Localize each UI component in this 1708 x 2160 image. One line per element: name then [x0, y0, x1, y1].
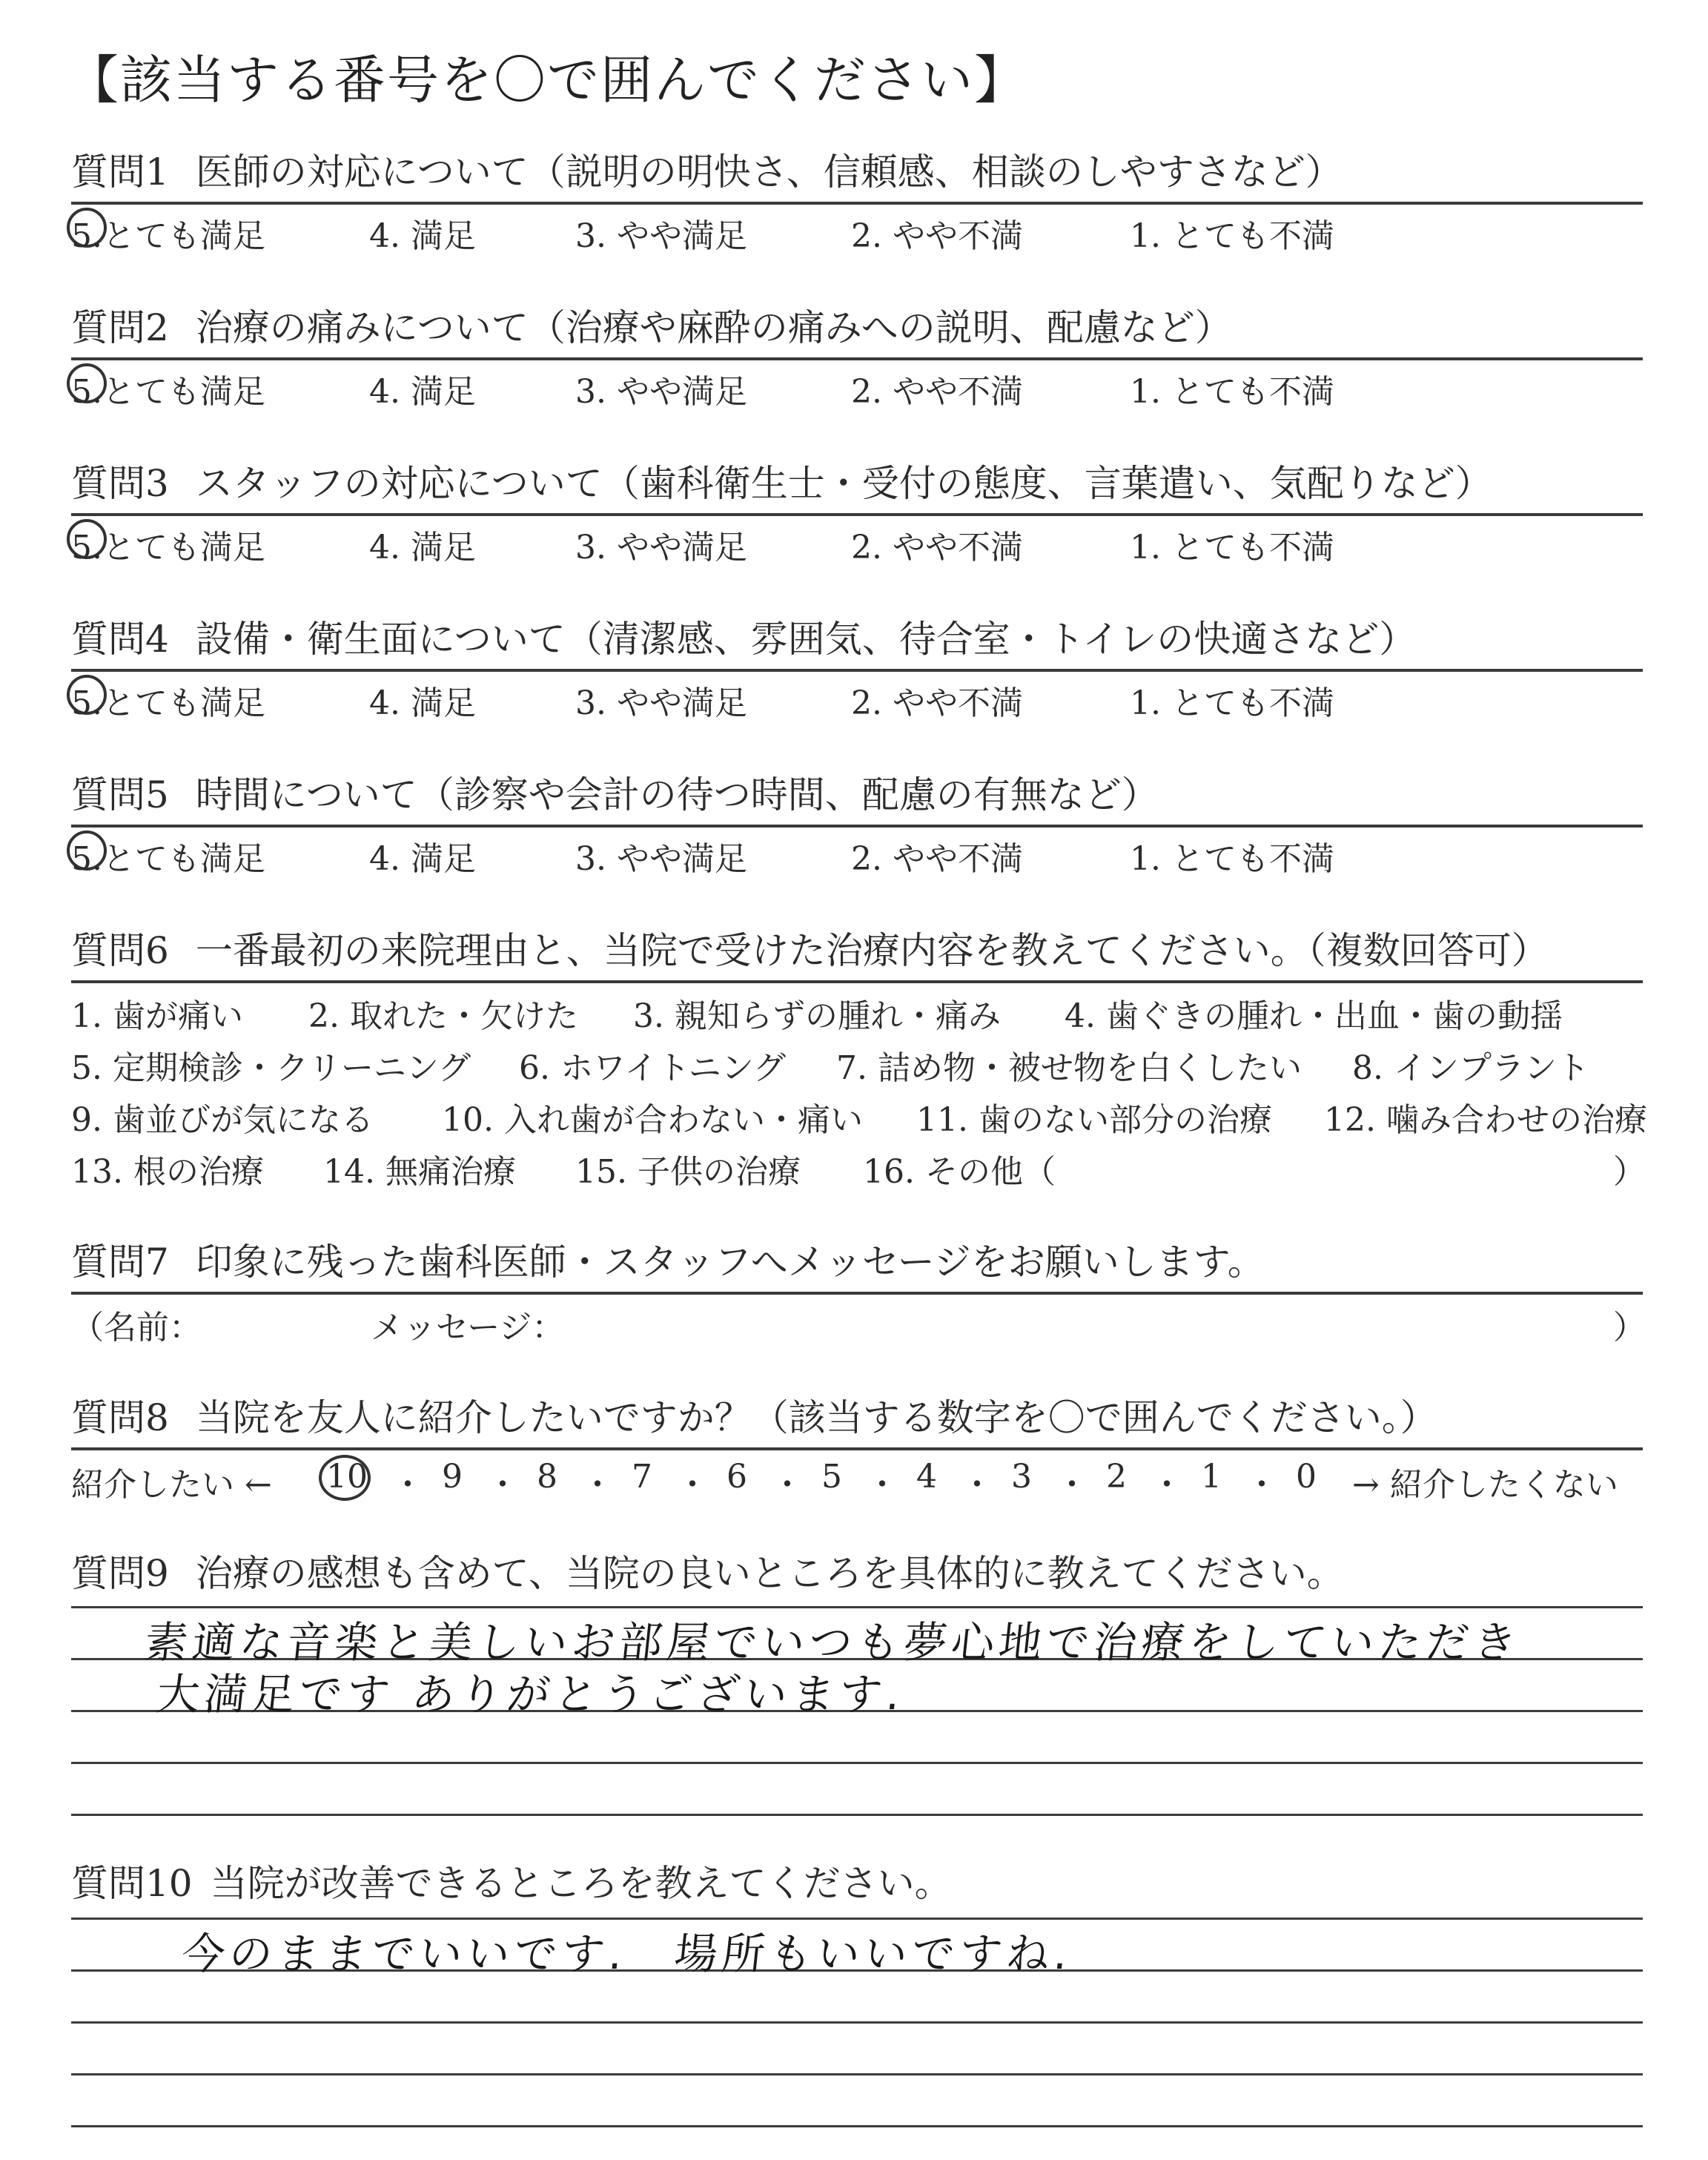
scale-6[interactable]: 6 — [726, 1458, 747, 1496]
option-4[interactable]: 4. 満足 — [369, 529, 476, 567]
question-label: 質問1 — [71, 151, 169, 194]
reason-14[interactable]: 14. 無痛治療 — [323, 1153, 516, 1191]
reason-9[interactable]: 9. 歯並びが気になる — [71, 1101, 374, 1139]
option-5[interactable]: 5.とても満足 — [71, 840, 265, 878]
answer-lines-q10 — [71, 1918, 1643, 2133]
scale-2[interactable]: 2 — [1106, 1458, 1127, 1496]
ruled-line — [71, 2073, 1643, 2075]
option-2[interactable]: 2. やや不満 — [851, 529, 1023, 567]
question-10 — [71, 1857, 1643, 1910]
question-text: 印象に残った歯科医師・スタッフへメッセージをお願いします。 — [195, 1241, 1265, 1284]
question-label: 質問10 — [71, 1862, 193, 1905]
question-text: 設備・衛生面について（清潔感、雰囲気、待合室・トイレの快適さなど） — [195, 618, 1417, 661]
close-paren: ） — [1613, 1153, 1646, 1191]
message-fields — [71, 1295, 1646, 1347]
question-label: 質問5 — [71, 773, 169, 816]
question-text: 治療の痛みについて（治療や麻酔の痛みへの説明、配慮など） — [195, 306, 1232, 349]
option-3[interactable]: 3. やや満足 — [575, 217, 747, 255]
option-4[interactable]: 4. 満足 — [369, 373, 476, 411]
recommend-scale — [71, 1450, 1643, 1510]
option-4[interactable]: 4. 満足 — [369, 840, 476, 878]
reason-2[interactable]: 2. 取れた・欠けた — [308, 997, 578, 1035]
handwritten-answer-line: 今のままでいいです. 場所もいいですね. — [179, 1929, 1075, 1979]
page-title: 【該当する番号を〇で囲んでください】 — [67, 50, 1027, 110]
question-8 — [71, 1391, 1643, 1510]
option-5[interactable]: 5.とても満足 — [71, 684, 265, 722]
scale-8[interactable]: 8 — [537, 1458, 557, 1496]
ruled-line — [71, 2021, 1643, 2024]
rating-options — [71, 828, 1643, 879]
ruled-line — [71, 1762, 1643, 1764]
separator: ・ — [771, 1466, 804, 1504]
question-text: 時間について（診察や会計の待つ時間、配慮の有無など） — [195, 773, 1159, 816]
question-text: 治療の感想も含めて、当院の良いところを具体的に教えてください。 — [195, 1552, 1344, 1595]
option-1[interactable]: 1. とても不満 — [1130, 217, 1334, 255]
question-label: 質問8 — [71, 1396, 169, 1439]
reason-16[interactable]: 16. その他（ — [863, 1153, 1056, 1191]
question-text: 当院を友人に紹介したいですか？（該当する数字を〇で囲んでください。） — [195, 1396, 1437, 1439]
question-label: 質問9 — [71, 1552, 169, 1595]
reason-12[interactable]: 12. 噛み合わせの治療 — [1324, 1101, 1647, 1139]
answer-lines-q9 — [71, 1606, 1643, 1821]
reason-15[interactable]: 15. 子供の治療 — [575, 1153, 801, 1191]
reason-6[interactable]: 6. ホワイトニング — [519, 1049, 787, 1087]
question-3 — [71, 457, 1643, 568]
option-5[interactable]: 5.とても満足 — [71, 529, 265, 567]
question-6 — [71, 924, 1647, 1191]
option-1[interactable]: 1. とても不満 — [1130, 684, 1334, 722]
separator: ・ — [581, 1466, 614, 1504]
scale-1[interactable]: 1 — [1201, 1458, 1222, 1496]
close-paren: ） — [1613, 1309, 1646, 1347]
question-5 — [71, 768, 1643, 879]
separator: ・ — [1056, 1466, 1088, 1504]
option-2[interactable]: 2. やや不満 — [851, 217, 1023, 255]
message-label: メッセージ： — [371, 1309, 565, 1347]
question-label: 質問6 — [71, 929, 169, 972]
rating-options — [71, 360, 1643, 412]
option-1[interactable]: 1. とても不満 — [1130, 529, 1334, 567]
question-1 — [71, 145, 1643, 257]
question-4 — [71, 612, 1643, 724]
separator: ・ — [961, 1466, 993, 1504]
reason-1[interactable]: 1. 歯が痛い — [71, 997, 243, 1035]
option-1[interactable]: 1. とても不満 — [1130, 840, 1334, 878]
rating-options — [71, 516, 1643, 568]
question-2 — [71, 301, 1643, 412]
option-3[interactable]: 3. やや満足 — [575, 373, 747, 411]
scale-right-label: → 紹介したくない — [1352, 1466, 1618, 1504]
scale-3[interactable]: 3 — [1011, 1458, 1032, 1496]
option-3[interactable]: 3. やや満足 — [575, 529, 747, 567]
scale-7[interactable]: 7 — [632, 1458, 652, 1496]
option-2[interactable]: 2. やや不満 — [851, 373, 1023, 411]
option-5[interactable]: 5.とても満足 — [71, 373, 265, 411]
option-1[interactable]: 1. とても不満 — [1130, 373, 1334, 411]
separator: ・ — [1151, 1466, 1183, 1504]
reason-13[interactable]: 13. 根の治療 — [71, 1153, 264, 1191]
handwritten-answer-line: 大満足です ありがとうございます. — [153, 1669, 907, 1720]
separator: ・ — [676, 1466, 709, 1504]
question-label: 質問4 — [71, 618, 169, 661]
option-4[interactable]: 4. 満足 — [369, 217, 476, 255]
question-text: 一番最初の来院理由と、当院で受けた治療内容を教えてください。（複数回答可） — [195, 929, 1549, 972]
reason-10[interactable]: 10. 入れ歯が合わない・痛い — [442, 1101, 863, 1139]
option-3[interactable]: 3. やや満足 — [575, 684, 747, 722]
question-text: 医師の対応について（説明の明快さ、信頼感、相談のしやすさなど） — [195, 151, 1343, 194]
rating-options — [71, 672, 1643, 724]
option-5[interactable]: 5.とても満足 — [71, 217, 265, 255]
scale-4[interactable]: 4 — [916, 1458, 937, 1496]
separator: ・ — [486, 1466, 519, 1504]
reason-8[interactable]: 8. インプラント — [1352, 1049, 1589, 1087]
rating-options — [71, 205, 1643, 257]
question-label: 質問2 — [71, 306, 169, 349]
option-2[interactable]: 2. やや不満 — [851, 684, 1023, 722]
scale-5[interactable]: 5 — [821, 1458, 842, 1496]
scale-9[interactable]: 9 — [442, 1458, 463, 1496]
separator: ・ — [866, 1466, 898, 1504]
ruled-line — [71, 2125, 1643, 2127]
separator: ・ — [1245, 1466, 1278, 1504]
question-7 — [71, 1235, 1646, 1347]
separator: ・ — [391, 1466, 424, 1504]
question-label: 質問7 — [71, 1241, 169, 1284]
handwritten-answer-line: 素適な音楽と美しいお部屋でいつも夢心地で治療をしていただき — [142, 1617, 1524, 1668]
scale-10[interactable]: 10 — [326, 1458, 368, 1496]
scale-left-label: 紹介したい ← — [71, 1466, 272, 1504]
question-label: 質問3 — [71, 462, 169, 505]
option-2[interactable]: 2. やや不満 — [851, 840, 1023, 878]
reason-options — [71, 983, 1647, 1191]
question-text: 当院が改善できるところを教えてください。 — [210, 1862, 952, 1905]
reason-11[interactable]: 11. 歯のない部分の治療 — [916, 1101, 1272, 1139]
name-label: （名前： — [71, 1309, 202, 1347]
reason-3[interactable]: 3. 親知らずの腫れ・痛み — [633, 997, 1001, 1035]
option-3[interactable]: 3. やや満足 — [575, 840, 747, 878]
reason-7[interactable]: 7. 詰め物・被せ物を白くしたい — [836, 1049, 1302, 1087]
option-4[interactable]: 4. 満足 — [369, 684, 476, 722]
ruled-line — [71, 1814, 1643, 1816]
question-text: スタッフの対応について（歯科衛生士・受付の態度、言葉遣い、気配りなど） — [195, 462, 1492, 505]
scale-0[interactable]: 0 — [1296, 1458, 1317, 1496]
reason-5[interactable]: 5. 定期検診・クリーニング — [71, 1049, 471, 1087]
reason-4[interactable]: 4. 歯ぐきの腫れ・出血・歯の動揺 — [1065, 997, 1563, 1035]
question-9 — [71, 1547, 1643, 1600]
